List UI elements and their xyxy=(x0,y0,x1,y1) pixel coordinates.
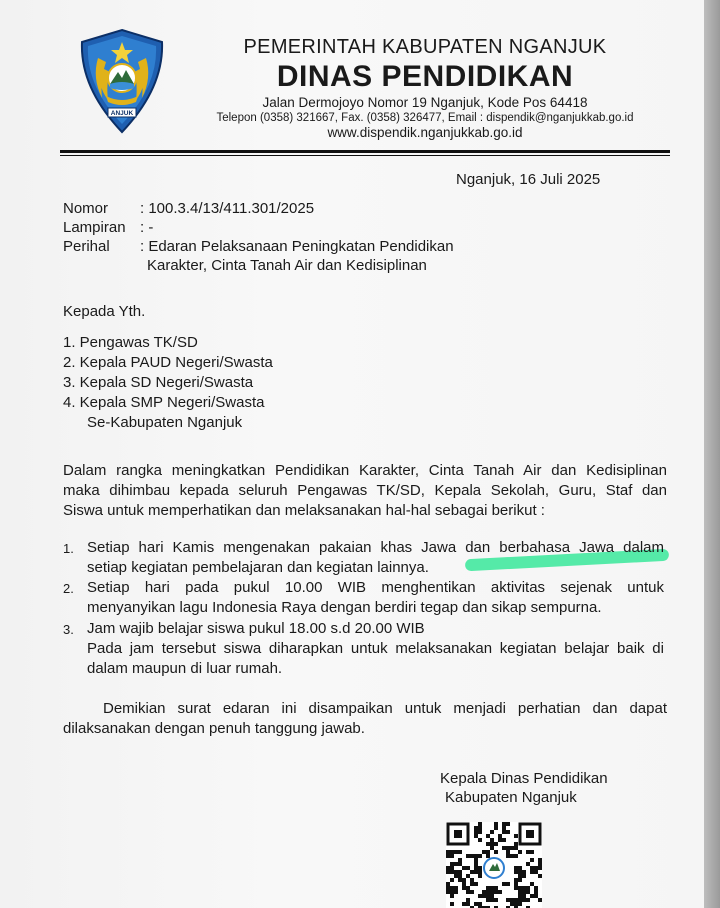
logo-text: ANJUK xyxy=(110,110,134,117)
header-rule-thin xyxy=(60,155,670,156)
recipient-item: 3. Kepala SD Negeri/Swasta xyxy=(63,374,254,391)
lampiran-label: Lampiran xyxy=(63,219,126,236)
address: Jalan Dermojoyo Nomor 19 Nganjuk, Kode Pos 64418 xyxy=(262,95,588,110)
recipient-item: 4. Kepala SMP Negeri/Swasta xyxy=(63,394,265,411)
signature-region: Kabupaten Nganjuk xyxy=(445,789,577,806)
point-number: 1. xyxy=(63,541,74,556)
recipient-scope: Se-Kabupaten Nganjuk xyxy=(87,414,243,431)
agency-name: DINAS PENDIDIKAN xyxy=(276,60,574,93)
perihal-value: : Edaran Pelaksanaan Peningkatan Pendidikan xyxy=(140,238,454,255)
lampiran-value: : - xyxy=(140,219,154,236)
perihal-value-continued: Karakter, Cinta Tanah Air dan Kedisiplinan xyxy=(147,257,427,274)
point-line: menyanyikan lagu Indonesia Raya dengan berdiri tegap dan sikap sempurna. xyxy=(87,599,602,616)
letter-date: Nganjuk, 16 Juli 2025 xyxy=(456,171,601,188)
perihal-label: Perihal xyxy=(63,238,110,255)
contact-line: Telepon (0358) 321667, Fax. (0358) 326477, Email : dispendik@nganjukkab.go.id xyxy=(216,112,634,124)
point-number: 3. xyxy=(63,622,74,637)
qr-code-icon xyxy=(446,822,542,908)
recipient-item: 1. Pengawas TK/SD xyxy=(63,334,198,351)
nomor-row xyxy=(63,199,314,219)
nomor-label: Nomor xyxy=(63,200,109,217)
perihal-row xyxy=(63,237,454,257)
salutation: Kepada Yth. xyxy=(63,303,146,320)
closing-line: dilaksanakan dengan penuh tanggung jawab. xyxy=(63,720,365,737)
letterhead xyxy=(190,36,660,140)
intro-line: Siswa untuk memperhatikan dan melaksanakan hal-hal sebagai berikut : xyxy=(63,502,545,519)
point-line: setiap kegiatan pembelajaran dan kegiatan lainnya. xyxy=(87,559,429,576)
point-line: Jam wajib belajar siswa pukul 18.00 s.d 20.00 WIB xyxy=(87,620,425,637)
intro-line: maka dihimbau kepada seluruh Pengawas TK/SD, Kepala Sekolah, Guru, Staf dan xyxy=(63,482,667,499)
point-line: Pada jam tersebut siswa diharapkan untuk melaksanakan kegiatan belajar baik di xyxy=(87,640,664,657)
lampiran-row xyxy=(63,218,153,238)
header-rule-thick xyxy=(60,150,670,153)
government-name: PEMERINTAH KABUPATEN NGANJUK xyxy=(243,36,607,58)
point-line: Setiap hari Kamis mengenakan pakaian khas Jawa dan berbahasa Jawa dalam xyxy=(87,539,664,556)
page-edge-shadow xyxy=(704,0,720,908)
point-line: Setiap hari pada pukul 10.00 WIB menghentikan aktivitas sejenak untuk xyxy=(87,579,664,596)
recipient-item: 2. Kepala PAUD Negeri/Swasta xyxy=(63,354,273,371)
intro-line: Dalam rangka meningkatkan Pendidikan Karakter, Cinta Tanah Air dan Kedisiplinan xyxy=(63,462,667,479)
nomor-value: : 100.3.4/13/411.301/2025 xyxy=(140,200,315,217)
website: www.dispendik.nganjukkab.go.id xyxy=(327,125,523,140)
nganjuk-coat-of-arms-icon xyxy=(78,28,166,134)
closing-line: Demikian surat edaran ini disampaikan untuk menjadi perhatian dan dapat xyxy=(103,700,667,717)
point-number: 2. xyxy=(63,581,74,596)
point-line: dalam maupun di luar rumah. xyxy=(87,660,283,677)
signature-title: Kepala Dinas Pendidikan xyxy=(440,770,608,787)
